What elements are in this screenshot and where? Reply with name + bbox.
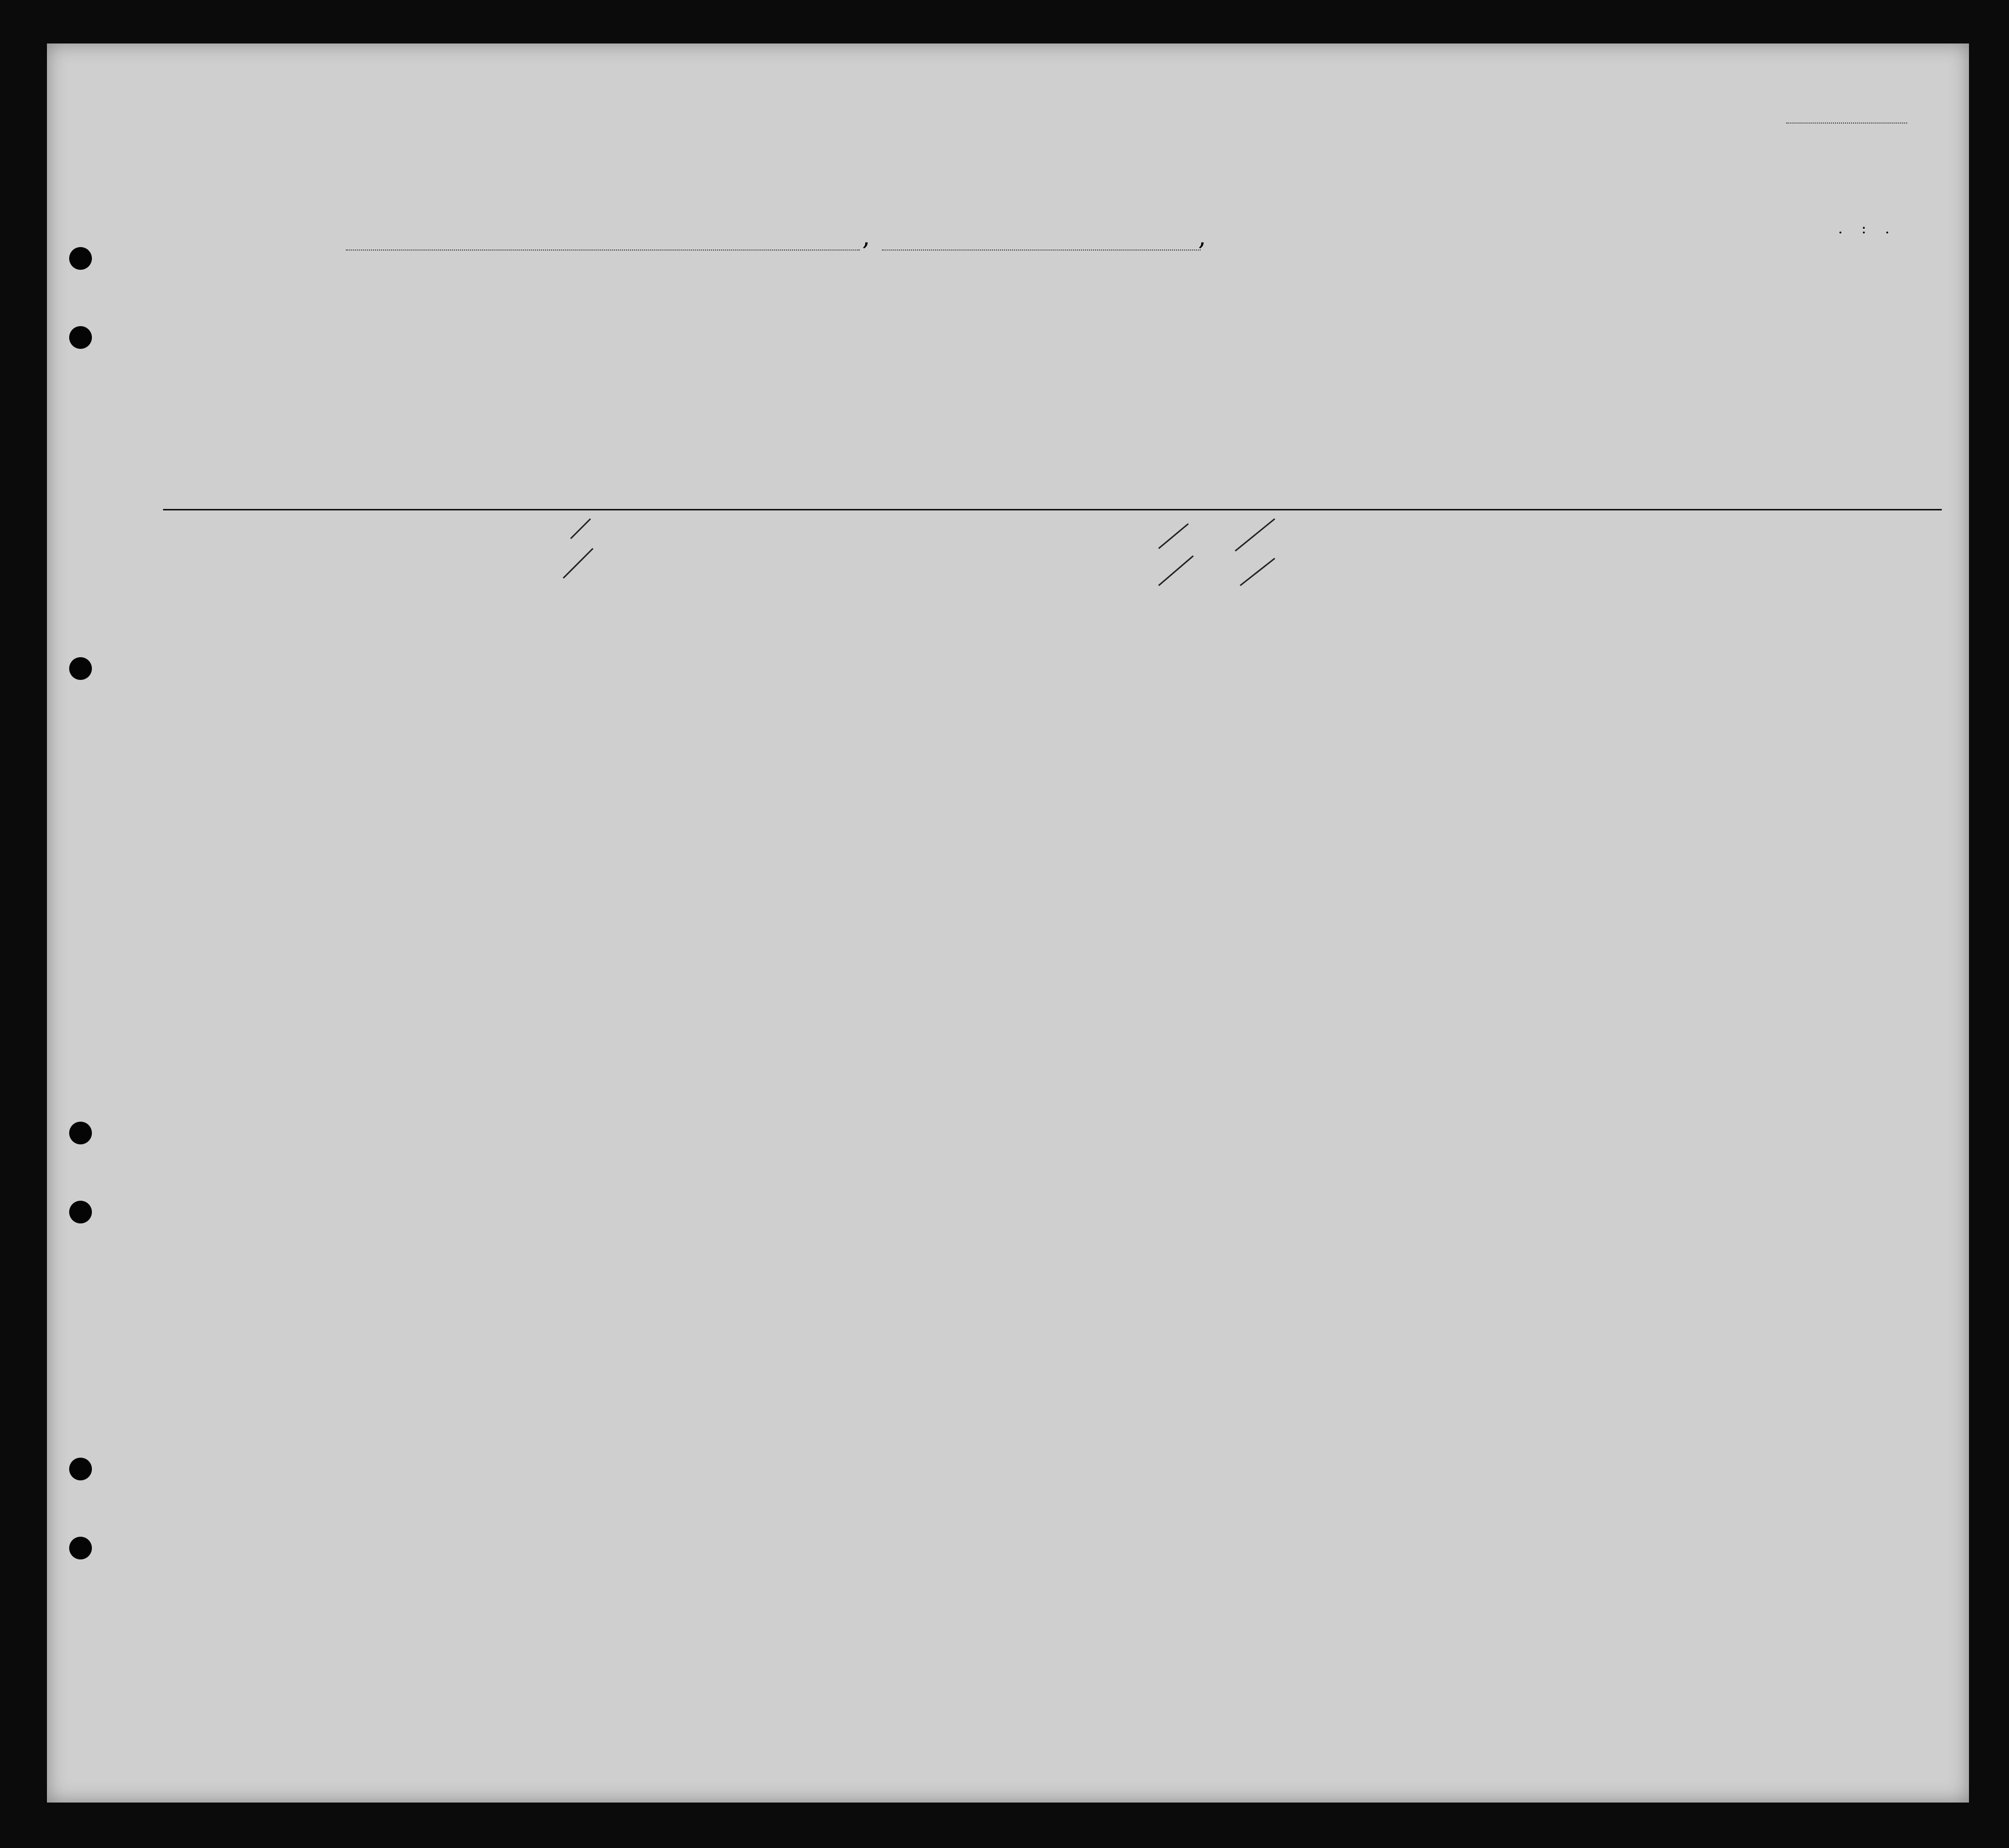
comma: , [1198, 222, 1206, 251]
comma: , [862, 222, 870, 251]
sheet-dots: . : . [1838, 220, 1897, 237]
